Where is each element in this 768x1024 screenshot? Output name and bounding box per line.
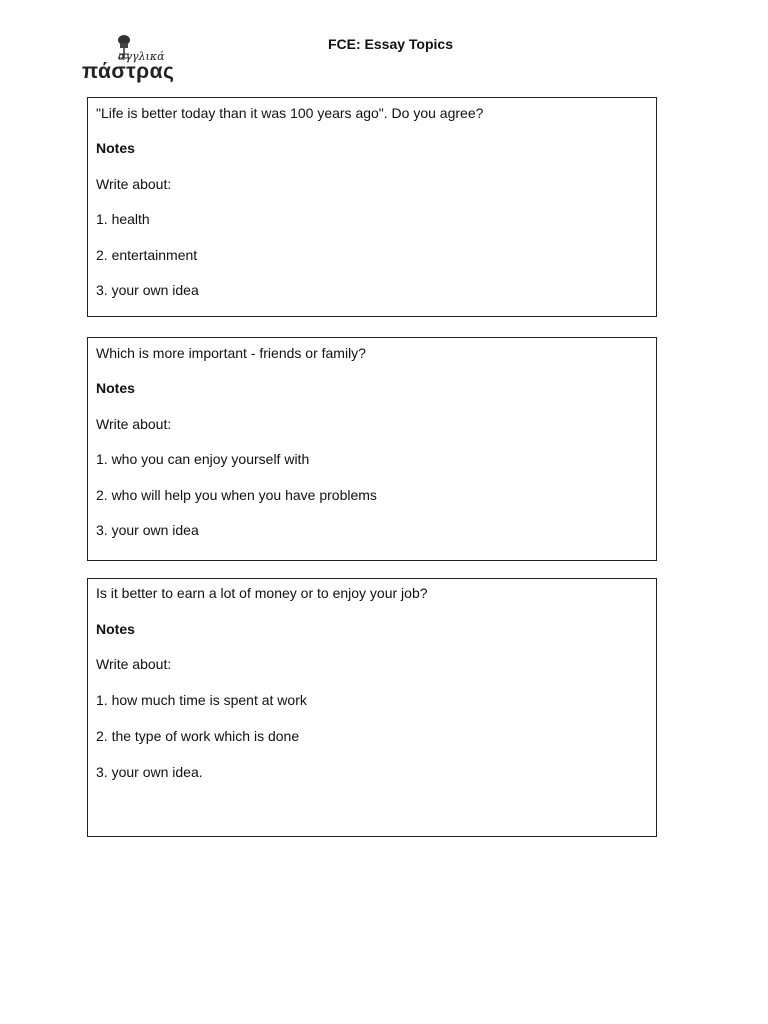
notes-label: Notes	[96, 380, 135, 396]
logo	[82, 34, 178, 86]
topic-point: 2. who will help you when you have problems	[96, 487, 377, 503]
topic-point: 1. health	[96, 211, 150, 227]
logo-wordmark: πάστρας	[82, 60, 175, 83]
topic-point: 2. entertainment	[96, 247, 198, 263]
topic-point: 3. your own idea	[96, 282, 199, 298]
topic-question: Which is more important - friends or family?	[96, 345, 366, 361]
write-about-label: Write about:	[96, 656, 172, 672]
topic-box-1	[87, 97, 657, 317]
topic-point: 1. how much time is spent at work	[96, 692, 307, 708]
topic-question: "Life is better today than it was 100 years ago". Do you agree?	[96, 105, 484, 121]
topic-box-2	[87, 337, 657, 561]
write-about-label: Write about:	[96, 176, 172, 192]
logo-subtitle: αγγλικά	[118, 50, 165, 63]
topic-question: Is it better to earn a lot of money or to enjoy your job?	[96, 585, 428, 601]
write-about-label: Write about:	[96, 416, 172, 432]
topic-point: 3. your own idea.	[96, 764, 203, 780]
page-title: FCE: Essay Topics	[328, 36, 454, 52]
topic-point: 1. who you can enjoy yourself with	[96, 451, 310, 467]
topic-point: 3. your own idea	[96, 522, 199, 538]
notes-label: Notes	[96, 621, 135, 637]
topic-point: 2. the type of work which is done	[96, 728, 300, 744]
notes-label: Notes	[96, 140, 135, 156]
topic-box-3	[87, 578, 657, 837]
